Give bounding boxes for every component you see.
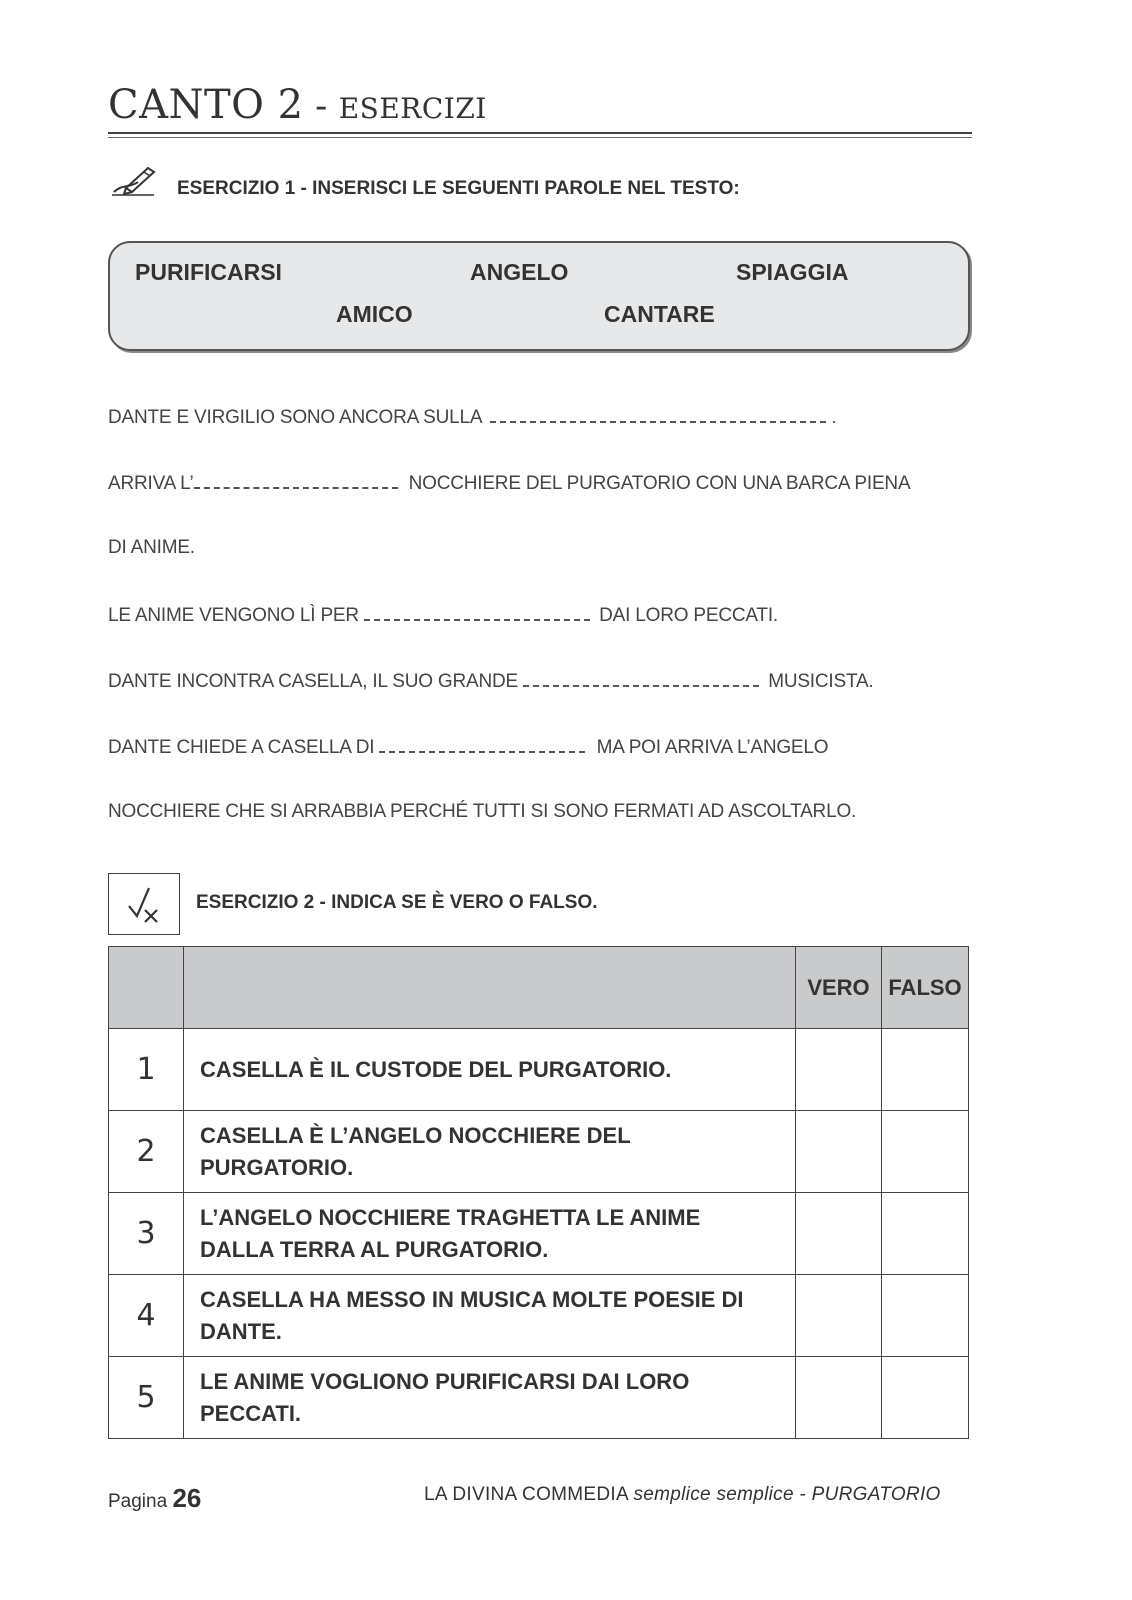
- exercise2-title: ESERCIZIO 2 - INDICA SE È VERO O FALSO.: [196, 892, 598, 913]
- line-text: LE ANIME VENGONO LÌ PER: [108, 605, 359, 626]
- fill-line: [108, 603, 778, 627]
- vero-checkbox[interactable]: [796, 1193, 882, 1275]
- book-italic: semplice semplice: [633, 1484, 794, 1505]
- table-header-row: [109, 947, 969, 1029]
- pencil-writing-icon: [108, 162, 160, 198]
- fill-line: [108, 801, 856, 823]
- fill-line: [108, 405, 837, 429]
- blank-field[interactable]: [523, 669, 759, 687]
- title-main: CANTO 2: [108, 82, 304, 128]
- table-row: [109, 1029, 969, 1111]
- word-bank: [108, 241, 970, 351]
- fill-line: [108, 669, 874, 693]
- title-sub: ESERCIZI: [338, 92, 487, 125]
- vero-checkbox[interactable]: [796, 1029, 882, 1111]
- row-statement: CASELLA È L’ANGELO NOCCHIERE DEL PURGATORIO.: [184, 1111, 796, 1193]
- falso-checkbox[interactable]: [882, 1029, 969, 1111]
- row-number: 1: [109, 1029, 184, 1111]
- line-text: DANTE INCONTRA CASELLA, IL SUO GRANDE: [108, 671, 518, 692]
- line-text: MUSICISTA.: [768, 671, 874, 692]
- word-item: CANTARE: [604, 301, 715, 327]
- vero-checkbox[interactable]: [796, 1275, 882, 1357]
- vero-checkbox[interactable]: [796, 1357, 882, 1439]
- line-text: DANTE E VIRGILIO SONO ANCORA SULLA: [108, 407, 482, 428]
- blank-field[interactable]: [194, 471, 398, 489]
- row-statement: CASELLA HA MESSO IN MUSICA MOLTE POESIE DI DANTE.: [184, 1275, 796, 1357]
- line-text: DANTE CHIEDE A CASELLA DI: [108, 737, 375, 758]
- check-cross-icon: [108, 873, 180, 935]
- page-title: [108, 82, 972, 134]
- true-false-table: [108, 946, 969, 1439]
- fill-line: [108, 471, 910, 495]
- page-number-value: 26: [172, 1483, 202, 1513]
- page-label: Pagina: [108, 1491, 168, 1512]
- exercise1-title: ESERCIZIO 1 - INSERISCI LE SEGUENTI PAROLE NEL TESTO:: [177, 178, 740, 199]
- table-row: [109, 1111, 969, 1193]
- book-suffix: - PURGATORIO: [799, 1484, 941, 1505]
- row-statement: L’ANGELO NOCCHIERE TRAGHETTA LE ANIME DALLA TERRA AL PURGATORIO.: [184, 1193, 796, 1275]
- line-text: DI ANIME.: [108, 537, 195, 558]
- row-number: 3: [109, 1193, 184, 1275]
- row-statement: LE ANIME VOGLIONO PURIFICARSI DAI LORO PECCATI.: [184, 1357, 796, 1439]
- header-statement-cell: [184, 947, 796, 1029]
- header-num-cell: [109, 947, 184, 1029]
- word-item: AMICO: [336, 301, 413, 327]
- line-text: NOCCHIERE DEL PURGATORIO CON UNA BARCA PIENA: [408, 473, 911, 494]
- falso-checkbox[interactable]: [882, 1111, 969, 1193]
- line-text: NOCCHIERE CHE SI ARRABBIA PERCHÉ TUTTI SI SONO FERMATI AD ASCOLTARLO.: [108, 801, 857, 822]
- header-vero: VERO: [796, 947, 882, 1029]
- vero-checkbox[interactable]: [796, 1111, 882, 1193]
- title-rule-thin: [108, 137, 972, 138]
- fill-line: [108, 735, 828, 759]
- line-text: DAI LORO PECCATI.: [599, 605, 778, 626]
- page-number: [108, 1483, 201, 1514]
- blank-field[interactable]: [379, 735, 585, 753]
- line-text: .: [826, 407, 837, 428]
- table-row: [109, 1275, 969, 1357]
- row-statement: CASELLA È IL CUSTODE DEL PURGATORIO.: [184, 1029, 796, 1111]
- title-separator: -: [303, 86, 339, 127]
- line-text: MA POI ARRIVA L’ANGELO: [596, 737, 829, 758]
- row-number: 4: [109, 1275, 184, 1357]
- fill-line: [108, 537, 195, 559]
- title-rule: [108, 132, 972, 134]
- falso-checkbox[interactable]: [882, 1275, 969, 1357]
- table-row: [109, 1357, 969, 1439]
- book-prefix: LA DIVINA COMMEDIA: [424, 1484, 628, 1505]
- blank-field[interactable]: [490, 405, 826, 423]
- word-item: SPIAGGIA: [736, 259, 849, 285]
- table-row: [109, 1193, 969, 1275]
- falso-checkbox[interactable]: [882, 1357, 969, 1439]
- book-title: [424, 1484, 941, 1506]
- blank-field[interactable]: [364, 603, 590, 621]
- row-number: 2: [109, 1111, 184, 1193]
- header-falso: FALSO: [882, 947, 969, 1029]
- word-item: PURIFICARSI: [135, 259, 282, 285]
- falso-checkbox[interactable]: [882, 1193, 969, 1275]
- row-number: 5: [109, 1357, 184, 1439]
- word-item: ANGELO: [470, 259, 569, 285]
- line-text: ARRIVA L’: [108, 473, 194, 494]
